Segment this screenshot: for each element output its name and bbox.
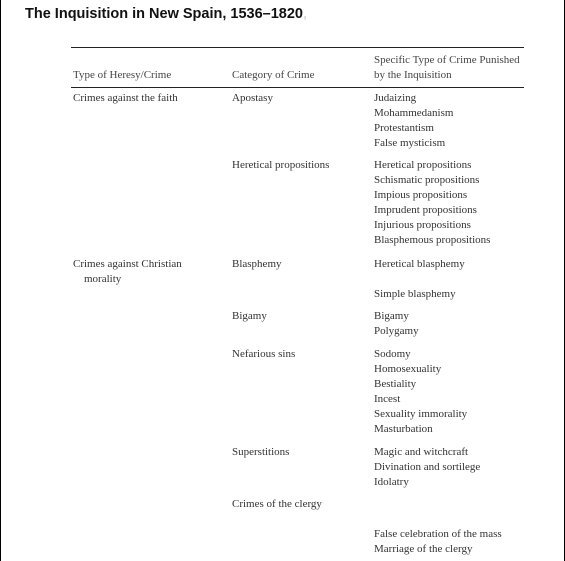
specific-crime: Polygamy [374,325,419,337]
specific-crime: Heretical propositions [374,159,472,171]
specific-crime: Judaizing [374,92,417,104]
table-top-rule [71,47,524,48]
specific-crime: Schismatic propositions [374,174,480,186]
specific-crime: Incest [374,393,401,405]
specific-crime: Blasphemous propositions [374,234,491,246]
page-title-text: The Inquisition in New Spain, 1536–1820 [25,6,303,22]
specific-crime: Homosexuality [374,363,442,375]
table-header-rule [71,87,524,88]
specific-crime: Bestiality [374,378,417,390]
specific-crime: Heretical blasphemy [374,258,465,270]
specific-crime: Bigamy [374,310,409,322]
type-crimes-against-morality-line1: Crimes against Christian [73,258,182,270]
specific-crime: Magic and witchcraft [374,446,469,458]
specific-crime: Protestantism [374,122,434,134]
specific-crime: Impious propositions [374,189,468,201]
type-crimes-against-faith: Crimes against the faith [73,92,178,104]
specific-crime: Marriage of the clergy [374,543,473,555]
specific-crime: Sodomy [374,348,411,360]
specific-crime: Simple blasphemy [374,288,456,300]
type-crimes-against-morality-line2: morality [84,273,122,285]
category-blasphemy: Blasphemy [232,258,282,270]
specific-crime: False celebration of the mass [374,528,502,540]
category-bigamy: Bigamy [232,310,267,322]
page-title [25,6,307,22]
specific-crime: Sexuality immorality [374,408,468,420]
column-header-type: Type of Heresy/Crime [73,69,172,81]
column-header-specific-line2: by the Inquisition [374,69,452,81]
specific-crime: Imprudent propositions [374,204,477,216]
page-title-suffix: , [303,6,308,22]
category-apostasy: Apostasy [232,92,273,104]
column-header-category: Category of Crime [232,69,315,81]
specific-crime: Mohammedanism [374,107,454,119]
category-superstitions: Superstitions [232,446,290,458]
specific-crime: False mysticism [374,137,446,149]
specific-crime: Masturbation [374,423,433,435]
category-heretical-propositions: Heretical propositions [232,159,330,171]
specific-crime: Divination and sortilege [374,461,481,473]
specific-crime: Injurious propositions [374,219,471,231]
specific-crime: Idolatry [374,476,409,488]
category-nefarious-sins: Nefarious sins [232,348,296,360]
category-crimes-of-clergy: Crimes of the clergy [232,498,322,510]
column-header-specific-line1: Specific Type of Crime Punished [374,54,520,66]
